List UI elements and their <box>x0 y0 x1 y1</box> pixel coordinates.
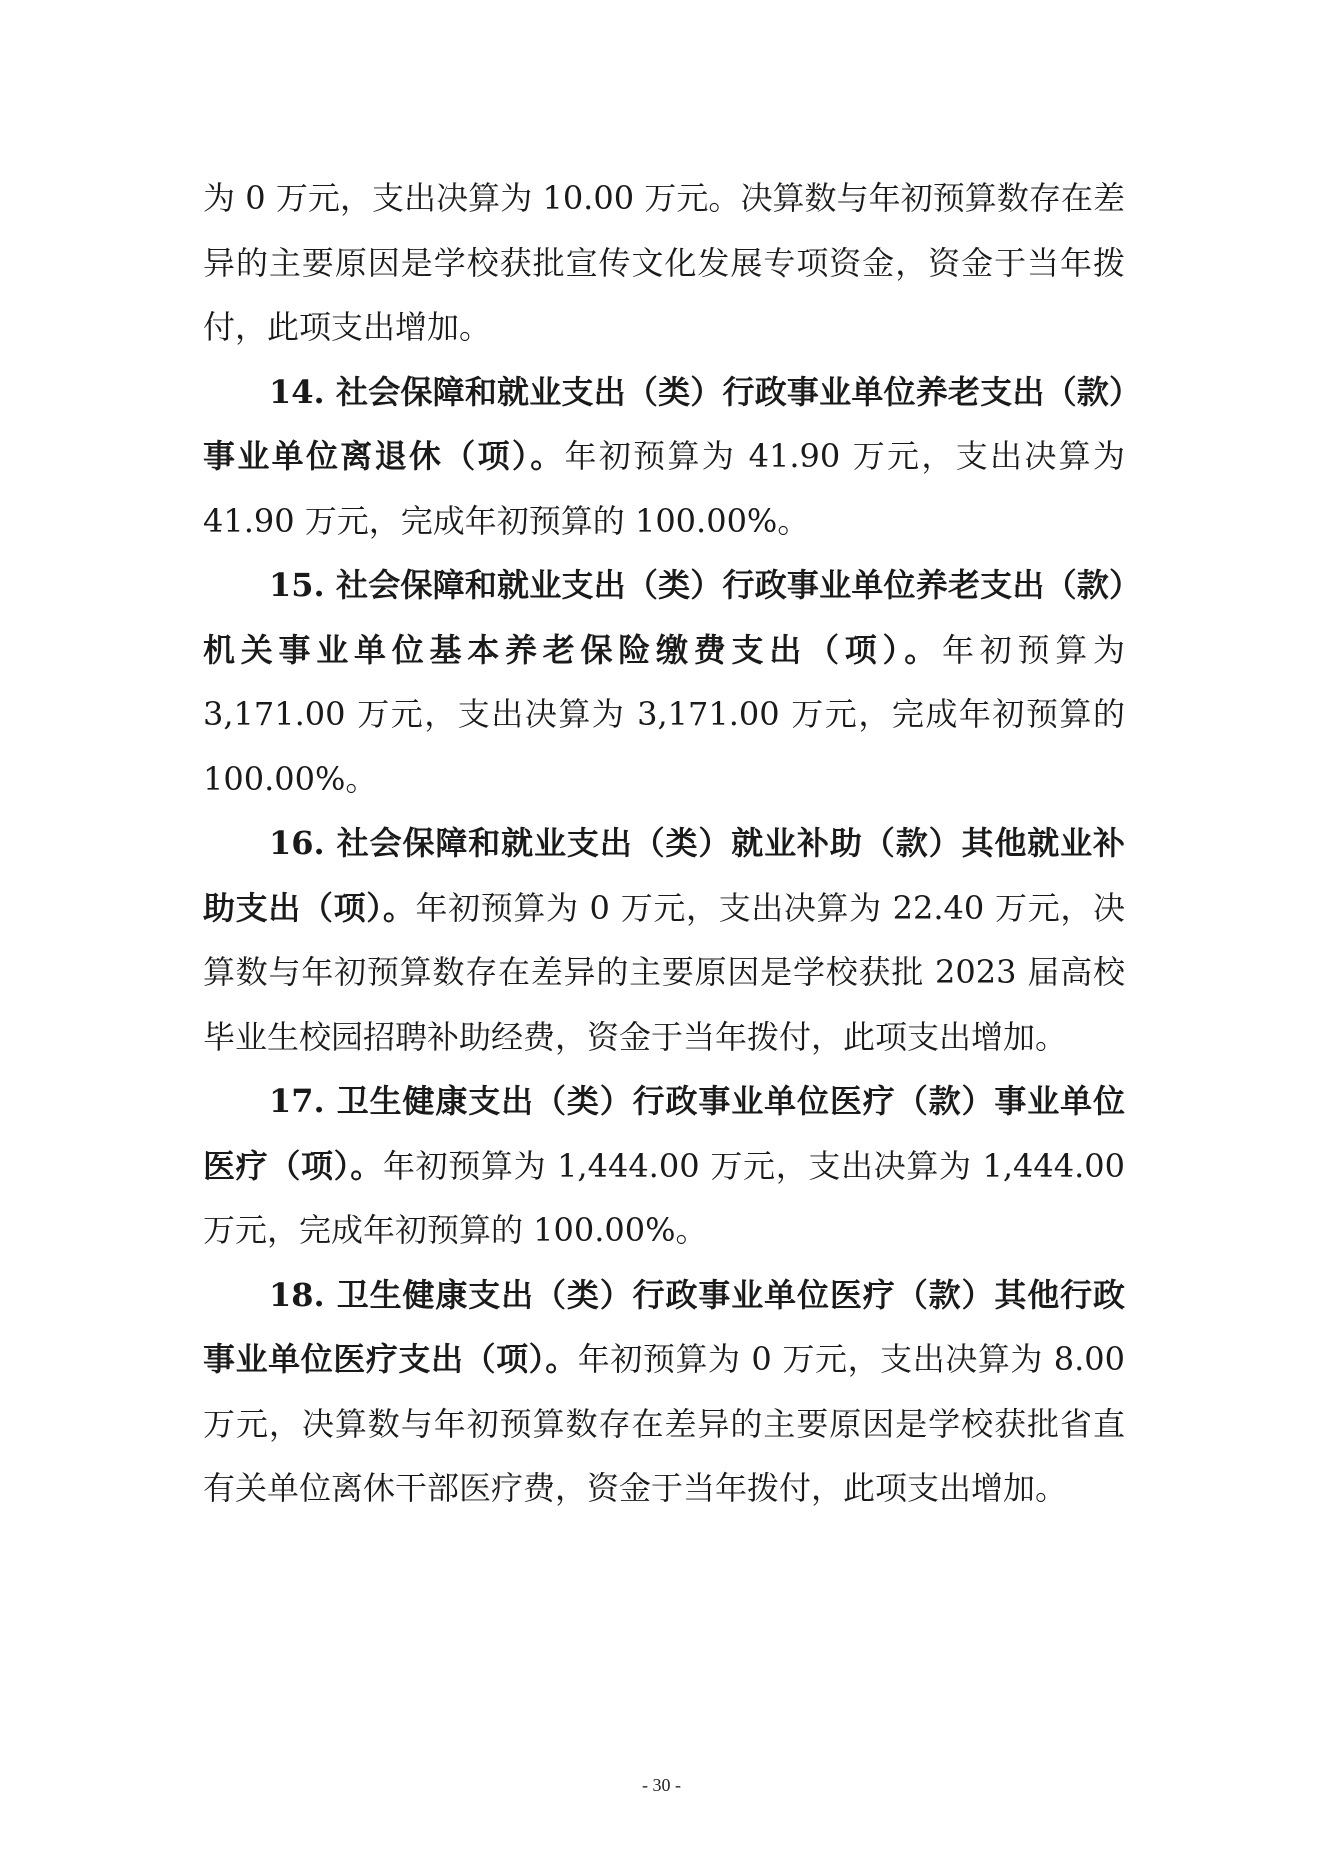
item-heading: 14. 社会保障和就业支出（类）行政事业单位养老支出（款）事业单位离退休（项）。 <box>203 372 1125 475</box>
page-number: - 30 - <box>642 1775 681 1795</box>
paragraph-item-18 <box>203 1263 1125 1521</box>
paragraph-item-14 <box>203 360 1125 554</box>
paragraph-continuation <box>203 166 1125 360</box>
item-text: 年初预算为 41.90 万元，支出决算为 41.90 万元，完成年初预算的 100.00%。 <box>203 437 1125 540</box>
item-heading: 15. 社会保障和就业支出（类）行政事业单位养老支出（款）机关事业单位基本养老保险缴费支出（项）。 <box>203 566 1125 669</box>
item-heading: 17. 卫生健康支出（类）行政事业单位医疗（款）事业单位医疗（项）。 <box>203 1082 1125 1185</box>
paragraph-item-15 <box>203 553 1125 811</box>
item-text: 年初预算为 0 万元，支出决算为 8.00 万元，决算数与年初预算数存在差异的主要原因是学校获批省直有关单位离休干部医疗费，资金于当年拨付，此项支出增加。 <box>203 1340 1125 1507</box>
item-heading: 16. 社会保障和就业支出（类）就业补助（款）其他就业补助支出（项）。 <box>203 824 1125 927</box>
paragraph-text: 为 0 万元，支出决算为 10.00 万元。决算数与年初预算数存在差异的主要原因是学校获批宣传文化发展专项资金，资金于当年拨付，此项支出增加。 <box>203 179 1125 346</box>
item-text: 年初预算为 0 万元，支出决算为 22.40 万元，决算数与年初预算数存在差异的主要原因是学校获批 2023 届高校毕业生校园招聘补助经费，资金于当年拨付，此项支出增加。 <box>203 888 1125 1056</box>
paragraph-item-16 <box>203 811 1125 1069</box>
item-text: 年初预算为 3,171.00 万元，支出决算为 3,171.00 万元，完成年初预算的 100.00%。 <box>203 630 1125 798</box>
item-heading: 18. 卫生健康支出（类）行政事业单位医疗（款）其他行政事业单位医疗支出（项）。 <box>203 1275 1125 1378</box>
document-body <box>203 166 1125 1521</box>
paragraph-item-17 <box>203 1069 1125 1263</box>
item-text: 年初预算为 1,444.00 万元，支出决算为 1,444.00 万元，完成年初预算的 100.00%。 <box>203 1146 1125 1249</box>
